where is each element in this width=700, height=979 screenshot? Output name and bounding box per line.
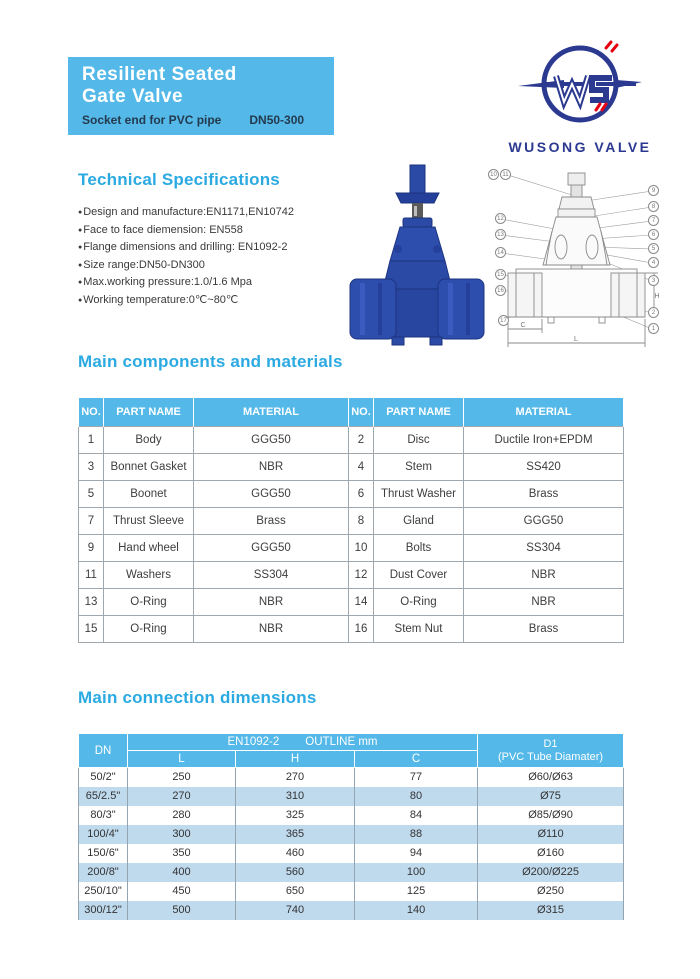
table-row (79, 480, 624, 507)
table-cell: GGG50 (194, 534, 349, 561)
table-cell: 10 (349, 534, 374, 561)
table-cell: Thrust Washer (374, 480, 464, 507)
d1-label: D1 (543, 737, 558, 750)
table-cell: NBR (194, 615, 349, 642)
table-cell: Ø160 (478, 844, 624, 863)
table-cell: Ø315 (478, 901, 624, 920)
table-cell: 100 (355, 863, 478, 882)
table-row (79, 863, 624, 882)
table-cell: 7 (79, 507, 104, 534)
company-logo (500, 36, 660, 155)
table-cell: 1 (79, 426, 104, 453)
col-header: PART NAME (374, 398, 464, 426)
drawing-callout-15: 15 (495, 269, 506, 280)
drawing-callout-13: 13 (495, 229, 506, 240)
drawing-callout-6: 6 (648, 229, 659, 240)
drawing-callout-10: 10 (488, 169, 499, 180)
spec-item: ● Working temperature:0℃~80℃ (78, 292, 294, 310)
table-cell: 3 (79, 453, 104, 480)
drawing-callout-5: 5 (648, 243, 659, 254)
logo-icon (500, 36, 660, 132)
table-cell: 9 (79, 534, 104, 561)
table-cell: Ø75 (478, 787, 624, 806)
table-cell: 650 (236, 882, 355, 901)
drawing-callout-11: 11 (500, 169, 511, 180)
table-row (79, 825, 624, 844)
dimensions-table (78, 733, 624, 920)
drawing-callout-4: 4 (648, 257, 659, 268)
table-cell: 300 (128, 825, 236, 844)
table-cell: 280 (128, 806, 236, 825)
dimensions-header-row1 (79, 734, 624, 751)
table-cell: 200/8" (79, 863, 128, 882)
table-cell: Brass (464, 480, 624, 507)
brand-name: WUSONG VALVE (508, 139, 652, 155)
table-cell: NBR (194, 588, 349, 615)
table-row (79, 561, 624, 588)
table-cell: GGG50 (194, 426, 349, 453)
table-cell: 94 (355, 844, 478, 863)
table-cell: 14 (349, 588, 374, 615)
table-cell: O-Ring (374, 588, 464, 615)
outline-standard: EN1092-2 (227, 736, 280, 748)
table-cell: 2 (349, 426, 374, 453)
dim-label-l: L (574, 336, 578, 343)
table-cell: 5 (79, 480, 104, 507)
col-header: MATERIAL (464, 398, 624, 426)
dim-label-h: H (654, 293, 660, 300)
product-title-line1: Resilient Seated (82, 64, 237, 85)
table-cell: 15 (79, 615, 104, 642)
table-cell: 77 (355, 768, 478, 787)
table-cell: Boonet (104, 480, 194, 507)
table-cell: Hand wheel (104, 534, 194, 561)
table-cell: Stem (374, 453, 464, 480)
table-cell: Brass (194, 507, 349, 534)
spec-item: ● Face to face diemension: EN558 (78, 222, 294, 240)
col-header: NO. (79, 398, 104, 426)
col-header: NO. (349, 398, 374, 426)
table-row (79, 588, 624, 615)
table-cell: 740 (236, 901, 355, 920)
table-cell: NBR (464, 561, 624, 588)
table-cell: Ø85/Ø90 (478, 806, 624, 825)
table-cell: SS420 (464, 453, 624, 480)
table-cell: 365 (236, 825, 355, 844)
table-cell: 325 (236, 806, 355, 825)
table-cell: Gland (374, 507, 464, 534)
table-cell: Bolts (374, 534, 464, 561)
drawing-callout-9: 9 (648, 185, 659, 196)
drawing-callout-12: 12 (495, 213, 506, 224)
table-row (79, 882, 624, 901)
components-section-title: Main components and materials (78, 352, 343, 371)
table-cell: Washers (104, 561, 194, 588)
table-cell: SS304 (194, 561, 349, 588)
table-cell: 100/4" (79, 825, 128, 844)
col-header-c: C (355, 751, 478, 768)
table-row (79, 806, 624, 825)
d1-sublabel: (PVC Tube Diamater) (497, 750, 604, 763)
product-subtitle: Socket end for PVC pipe (82, 113, 222, 127)
valve-photo (348, 163, 486, 349)
table-row (79, 453, 624, 480)
table-row (79, 534, 624, 561)
product-size-range: DN50-300 (249, 113, 305, 127)
table-row (79, 901, 624, 920)
col-header: MATERIAL (194, 398, 349, 426)
table-cell: Ø250 (478, 882, 624, 901)
table-cell: Disc (374, 426, 464, 453)
table-cell: O-Ring (104, 588, 194, 615)
table-cell: 140 (355, 901, 478, 920)
table-cell: NBR (194, 453, 349, 480)
drawing-callout-3: 3 (648, 275, 659, 286)
spec-item: ● Design and manufacture:EN1171,EN10742 (78, 204, 294, 222)
col-header-outline (128, 734, 478, 751)
table-cell: Body (104, 426, 194, 453)
table-cell: GGG50 (464, 507, 624, 534)
table-row (79, 787, 624, 806)
table-cell: GGG50 (194, 480, 349, 507)
drawing-callout-16: 16 (495, 285, 506, 296)
table-cell: 150/6" (79, 844, 128, 863)
table-row (79, 426, 624, 453)
drawing-callout-2: 2 (648, 307, 659, 318)
table-cell: 270 (236, 768, 355, 787)
table-cell: Ø60/Ø63 (478, 768, 624, 787)
table-cell: Bonnet Gasket (104, 453, 194, 480)
table-row (79, 844, 624, 863)
table-row (79, 768, 624, 787)
table-cell: 50/2" (79, 768, 128, 787)
table-cell: 250 (128, 768, 236, 787)
table-cell: 12 (349, 561, 374, 588)
dim-label-c: C (520, 322, 526, 329)
table-cell: 400 (128, 863, 236, 882)
drawing-callout-7: 7 (648, 215, 659, 226)
table-cell: Brass (464, 615, 624, 642)
specs-list (78, 204, 294, 309)
table-cell: 80/3" (79, 806, 128, 825)
spec-item: ● Size range:DN50-DN300 (78, 257, 294, 275)
product-title-banner (68, 57, 334, 135)
table-cell: 450 (128, 882, 236, 901)
table-cell: Stem Nut (374, 615, 464, 642)
product-title-line2: Gate Valve (82, 86, 184, 107)
table-cell: 11 (79, 561, 104, 588)
table-cell: 16 (349, 615, 374, 642)
table-row (79, 507, 624, 534)
drawing-callout-8: 8 (648, 201, 659, 212)
col-header-d1 (478, 734, 624, 768)
table-cell: Ø200/Ø225 (478, 863, 624, 882)
table-cell: 80 (355, 787, 478, 806)
col-header-h: H (236, 751, 355, 768)
dimensions-section-title: Main connection dimensions (78, 688, 317, 707)
table-cell: Thrust Sleeve (104, 507, 194, 534)
table-cell: 460 (236, 844, 355, 863)
col-header-l: L (128, 751, 236, 768)
table-cell: Ductile Iron+EPDM (464, 426, 624, 453)
table-cell: 65/2.5" (79, 787, 128, 806)
table-cell: O-Ring (104, 615, 194, 642)
table-cell: 270 (128, 787, 236, 806)
components-header-row (79, 398, 624, 426)
table-cell: Ø110 (478, 825, 624, 844)
table-cell: 300/12" (79, 901, 128, 920)
specs-section-title: Technical Specifications (78, 170, 280, 189)
table-cell: 350 (128, 844, 236, 863)
col-header: PART NAME (104, 398, 194, 426)
table-cell: 8 (349, 507, 374, 534)
table-row (79, 615, 624, 642)
table-cell: 13 (79, 588, 104, 615)
table-cell: 6 (349, 480, 374, 507)
table-cell: 125 (355, 882, 478, 901)
spec-item: ● Max.working pressure:1.0/1.6 Mpa (78, 274, 294, 292)
valve-drawing (486, 161, 668, 357)
drawing-callout-17: 17 (498, 315, 509, 326)
drawing-callout-14: 14 (495, 247, 506, 258)
drawing-callout-1: 1 (648, 323, 659, 334)
table-cell: 84 (355, 806, 478, 825)
table-cell: 310 (236, 787, 355, 806)
table-cell: SS304 (464, 534, 624, 561)
components-table (78, 398, 624, 643)
table-cell: 250/10" (79, 882, 128, 901)
table-cell: NBR (464, 588, 624, 615)
table-cell: Dust Cover (374, 561, 464, 588)
table-cell: 88 (355, 825, 478, 844)
spec-item: ● Flange dimensions and drilling: EN1092-2 (78, 239, 294, 257)
col-header-dn: DN (79, 734, 128, 768)
outline-units: OUTLINE mm (305, 736, 378, 748)
table-cell: 560 (236, 863, 355, 882)
table-cell: 500 (128, 901, 236, 920)
table-cell: 4 (349, 453, 374, 480)
